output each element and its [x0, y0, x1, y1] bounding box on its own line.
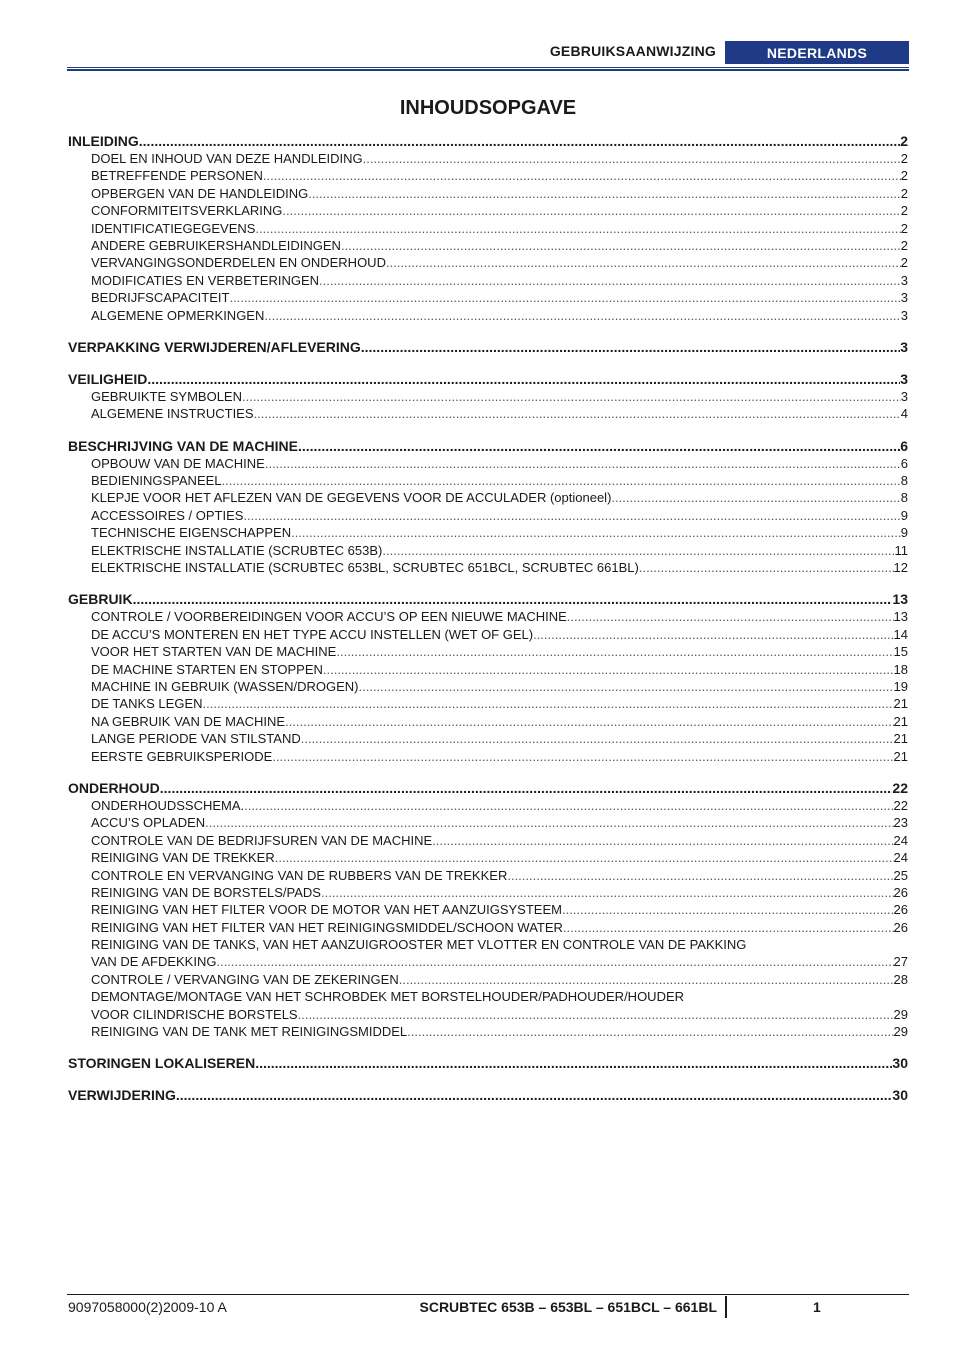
toc-page-number: 2: [900, 133, 908, 149]
toc-entry: [68, 1023, 908, 1040]
toc-entry-title: ELEKTRISCHE INSTALLATIE (SCRUBTEC 653BL, SCRUBTEC 651BCL, SCRUBTEC 661BL): [91, 560, 639, 576]
dot-leader: [611, 489, 900, 506]
dot-leader: [147, 370, 900, 388]
dot-leader: [203, 695, 894, 712]
dot-leader: [358, 678, 893, 695]
dot-leader: [301, 730, 894, 747]
toc-entry-title: CONTROLE / VERVANGING VAN DE ZEKERINGEN: [91, 971, 399, 987]
dot-leader: [272, 748, 893, 765]
dot-leader: [298, 437, 900, 455]
toc-entry: [68, 472, 908, 489]
toc-page-number: 25: [893, 867, 908, 883]
toc-entry: [68, 678, 908, 695]
toc-page-number: 19: [893, 678, 908, 694]
toc-entry: [68, 901, 908, 918]
toc-page-number: 2: [900, 185, 908, 201]
toc-section-entry: [68, 590, 908, 608]
toc-page-number: 24: [893, 850, 908, 866]
toc-entry: [68, 489, 908, 506]
table-of-contents: [68, 132, 908, 1104]
toc-entry: [68, 202, 908, 219]
toc-entry-title: REINIGING VAN DE BORSTELS/PADS: [91, 884, 321, 900]
toc-page-number: 18: [893, 661, 908, 677]
toc-section-title: STORINGEN LOKALISEREN: [68, 1055, 256, 1072]
toc-entry-title: CONTROLE VAN DE BEDRIJFSUREN VAN DE MACHINE: [91, 832, 433, 848]
toc-entry: [68, 919, 908, 936]
toc-section-title: GEBRUIK: [68, 591, 133, 608]
toc-entry-title: KLEPJE VOOR HET AFLEZEN VAN DE GEGEVENS VOOR DE ACCULADER (optioneel): [91, 490, 612, 506]
toc-entry: [68, 695, 908, 712]
dot-leader: [507, 867, 893, 884]
dot-leader: [264, 307, 900, 324]
toc-page-number: 3: [900, 370, 908, 387]
toc-page-number: 12: [893, 560, 908, 576]
toc-page-number: 29: [893, 1006, 908, 1022]
toc-section-entry: [68, 779, 908, 797]
toc-page-number: 14: [893, 626, 908, 642]
toc-section-entry: [68, 437, 908, 455]
dot-leader: [139, 132, 900, 150]
dot-leader: [563, 919, 894, 936]
toc-entry: [68, 748, 908, 765]
toc-entry-title: REINIGING VAN HET FILTER VOOR DE MOTOR VAN HET AANZUIGSYSTEEM: [91, 902, 562, 918]
toc-page-number: 21: [893, 748, 908, 764]
toc-entry-title: DOEL EN INHOUD VAN DEZE HANDLEIDING: [91, 151, 363, 166]
page-number: 1: [813, 1299, 821, 1315]
dot-leader: [205, 814, 893, 831]
toc-entry-title: IDENTIFICATIEGEGEVENS: [91, 220, 256, 236]
toc-page-number: 8: [900, 490, 908, 506]
toc-entry: [68, 730, 908, 747]
toc-entry: [68, 307, 908, 324]
dot-leader: [133, 590, 893, 608]
toc-page-number: 13: [892, 591, 908, 608]
toc-entry: [68, 272, 908, 289]
toc-page-number: 3: [900, 307, 908, 323]
toc-page-number: 3: [900, 338, 908, 355]
language-badge: NEDERLANDS: [725, 41, 909, 64]
dot-leader: [176, 1086, 893, 1104]
toc-page-number: 22: [892, 779, 908, 796]
toc-entry: [68, 849, 908, 866]
toc-entry-title: REINIGING VAN HET FILTER VAN HET REINIGINGSMIDDEL/SCHOON WATER: [91, 919, 563, 935]
toc-section-entry: [68, 1054, 908, 1072]
toc-section-title: VERPAKKING VERWIJDEREN/AFLEVERING: [68, 338, 361, 355]
toc-entry-title: VERVANGINGSONDERDELEN EN ONDERHOUD: [91, 255, 386, 271]
toc-page-number: 2: [900, 168, 908, 184]
dot-leader: [407, 1023, 893, 1040]
toc-page-number: 27: [893, 954, 908, 970]
dot-leader: [254, 405, 901, 422]
toc-entry-title: TECHNISCHE EIGENSCHAPPEN: [91, 525, 292, 541]
toc-entry-title: EERSTE GEBRUIKSPERIODE: [91, 748, 273, 764]
toc-entry: [68, 237, 908, 254]
toc-page-number: 2: [900, 255, 908, 271]
dot-leader: [399, 971, 894, 988]
footer-separator: [725, 1296, 727, 1318]
toc-entry: [68, 405, 908, 422]
toc-page-number: 24: [893, 832, 908, 848]
dot-leader: [382, 542, 894, 559]
toc-section-entry: [68, 132, 908, 150]
toc-entry: [68, 220, 908, 237]
toc-section-title: INLEIDING: [68, 133, 139, 149]
toc-section-entry: [68, 1086, 908, 1104]
toc-entry-title: ELEKTRISCHE INSTALLATIE (SCRUBTEC 653B): [91, 542, 383, 558]
toc-entry: [68, 150, 908, 167]
toc-page-number: 2: [900, 203, 908, 219]
dot-leader: [160, 779, 893, 797]
dot-leader: [432, 832, 893, 849]
dot-leader: [336, 643, 893, 660]
toc-entry: [68, 608, 908, 625]
toc-page-number: 21: [893, 713, 908, 729]
dot-leader: [361, 338, 900, 356]
toc-page-number: 26: [893, 884, 908, 900]
toc-entry: [68, 559, 908, 576]
toc-entry-title: MACHINE IN GEBRUIK (WASSEN/DROGEN): [91, 678, 359, 694]
header-divider-thick: [67, 69, 909, 71]
dot-leader: [275, 849, 894, 866]
toc-entry: [68, 797, 908, 814]
toc-entry-title: NA GEBRUIK VAN DE MACHINE: [91, 713, 286, 729]
toc-entry-title: ONDERHOUDSSCHEMA.: [91, 797, 245, 813]
toc-entry: [68, 289, 908, 306]
toc-entry: [68, 867, 908, 884]
toc-page-number: 23: [893, 815, 908, 831]
dot-leader: [291, 524, 901, 541]
toc-page-number: 3: [900, 290, 908, 306]
toc-section-title: VEILIGHEID: [68, 370, 148, 387]
toc-entry-title: DE MACHINE STARTEN EN STOPPEN: [91, 661, 323, 677]
toc-page-number: 26: [893, 902, 908, 918]
page-title: INHOUDSOPGAVE: [399, 97, 577, 119]
dot-leader: [562, 901, 894, 918]
manual-label: GEBRUIKSAANWIJZING: [549, 43, 716, 59]
dot-leader: [639, 559, 894, 576]
toc-entry-title: BETREFFENDE PERSONEN: [91, 168, 263, 184]
toc-page-number: 21: [893, 731, 908, 747]
dot-leader: [265, 455, 901, 472]
toc-page-number: 6: [900, 437, 908, 454]
toc-page-number: 2: [900, 237, 908, 253]
toc-entry-title: CONTROLE / VOORBEREIDINGEN VOOR ACCU’S OP EEN NIEUWE MACHINE: [91, 609, 567, 625]
document-code: 9097058000(2)2009-10 A: [68, 1299, 227, 1315]
dot-leader: [222, 472, 901, 489]
toc-page-number: 3: [900, 388, 908, 404]
dot-leader: [242, 388, 901, 405]
toc-entry-title: ACCU’S OPLADEN: [91, 815, 206, 831]
toc-page-number: 15: [893, 644, 908, 660]
dot-leader: [263, 167, 901, 184]
toc-entry-first-line: DEMONTAGE/MONTAGE VAN HET SCHROBDEK MET BORSTELHOUDER/PADHOUDER/HOUDER: [91, 989, 685, 1005]
toc-page-number: 30: [892, 1055, 908, 1072]
dot-leader: [298, 1006, 894, 1023]
toc-entry-title: BEDRIJFSCAPACITEIT: [91, 290, 230, 306]
header-divider: [67, 67, 909, 68]
toc-entry: [68, 388, 908, 405]
dot-leader: [386, 254, 901, 271]
toc-entry-title: ANDERE GEBRUIKERSHANDLEIDINGEN: [91, 237, 341, 253]
toc-entry: [68, 167, 908, 184]
toc-entry-title: CONFORMITEITSVERKLARING: [91, 203, 283, 219]
toc-entry-title: DE ACCU’S MONTEREN EN HET TYPE ACCU INSTELLEN (WET OF GEL): [91, 626, 534, 642]
toc-entry-title: OPBOUW VAN DE MACHINE: [91, 455, 265, 471]
toc-section-title: BESCHRIJVING VAN DE MACHINE: [68, 437, 298, 454]
toc-section-title: ONDERHOUD: [68, 779, 160, 796]
dot-leader: [341, 237, 901, 254]
toc-entry-title: CONTROLE EN VERVANGING VAN DE RUBBERS VAN DE TREKKER: [91, 867, 508, 883]
toc-page-number: 22: [893, 797, 908, 813]
dot-leader: [282, 202, 900, 219]
toc-section-title: VERWIJDERING: [68, 1087, 176, 1104]
dot-leader: [255, 1054, 892, 1072]
toc-entry: [68, 953, 908, 970]
toc-page-number: 13: [893, 609, 908, 625]
toc-entry-title: MODIFICATIES EN VERBETERINGEN: [91, 272, 320, 288]
toc-entry: [68, 661, 908, 678]
toc-entry: [68, 884, 908, 901]
dot-leader: [323, 661, 894, 678]
toc-entry: [68, 814, 908, 831]
toc-entry-title: ACCESSOIRES / OPTIES: [91, 507, 244, 523]
toc-entry-title: VOOR CILINDRISCHE BORSTELS: [91, 1006, 298, 1022]
dot-leader: [243, 507, 900, 524]
toc-entry: [68, 507, 908, 524]
toc-entry: [68, 626, 908, 643]
toc-section-entry: [68, 338, 908, 356]
footer-divider: [67, 1294, 909, 1295]
toc-entry: [68, 1006, 908, 1023]
toc-entry: [68, 185, 908, 202]
toc-entry: [68, 542, 908, 559]
toc-entry-title: DE TANKS LEGEN: [91, 696, 203, 712]
dot-leader: [363, 150, 901, 167]
toc-entry-title: ALGEMENE OPMERKINGEN: [91, 307, 265, 323]
toc-page-number: 9: [900, 525, 908, 541]
toc-entry-title: GEBRUIKTE SYMBOLEN: [91, 388, 242, 404]
toc-entry-title: ALGEMENE INSTRUCTIES: [91, 406, 254, 422]
toc-page-number: 26: [893, 919, 908, 935]
toc-page-number: 8: [900, 473, 908, 489]
toc-entry: [68, 713, 908, 730]
toc-entry: [68, 524, 908, 541]
toc-entry: [68, 832, 908, 849]
toc-entry-title: REINIGING VAN DE TREKKER: [91, 850, 275, 866]
toc-page-number: 2: [900, 220, 908, 236]
toc-entry: [68, 971, 908, 988]
toc-page-number: 11: [894, 542, 908, 558]
toc-page-number: 3: [900, 272, 908, 288]
dot-leader: [319, 272, 901, 289]
toc-page-number: 29: [893, 1024, 908, 1040]
dot-leader: [321, 884, 894, 901]
toc-page-number: 9: [900, 507, 908, 523]
dot-leader: [255, 220, 900, 237]
toc-page-number: 30: [892, 1087, 908, 1104]
dot-leader: [244, 797, 893, 814]
toc-section-entry: [68, 370, 908, 388]
toc-page-number: 4: [900, 406, 908, 422]
toc-entry: [68, 643, 908, 660]
toc-entry-title: BEDIENINGSPANEEL: [91, 473, 222, 489]
dot-leader: [229, 289, 900, 306]
dot-leader: [308, 185, 901, 202]
model-names: SCRUBTEC 653B – 653BL – 651BCL – 661BL: [419, 1299, 717, 1315]
toc-page-number: 6: [900, 455, 908, 471]
toc-page-number: 2: [900, 151, 908, 166]
toc-page-number: 21: [893, 696, 908, 712]
toc-entry-title: OPBERGEN VAN DE HANDLEIDING: [91, 185, 309, 201]
toc-entry-title: VAN DE AFDEKKING: [91, 954, 217, 970]
toc-page-number: 28: [893, 971, 908, 987]
toc-entry-title: LANGE PERIODE VAN STILSTAND: [91, 731, 301, 747]
dot-leader: [567, 608, 894, 625]
toc-entry-title: REINIGING VAN DE TANK MET REINIGINGSMIDDEL: [91, 1024, 408, 1040]
toc-entry: [68, 254, 908, 271]
toc-entry-first-line: REINIGING VAN DE TANKS, VAN HET AANZUIGROOSTER MET VLOTTER EN CONTROLE VAN DE PAKKING: [91, 937, 747, 953]
dot-leader: [533, 626, 893, 643]
toc-entry-title: VOOR HET STARTEN VAN DE MACHINE: [91, 644, 337, 660]
dot-leader: [285, 713, 893, 730]
toc-entry: [68, 455, 908, 472]
dot-leader: [216, 953, 893, 970]
